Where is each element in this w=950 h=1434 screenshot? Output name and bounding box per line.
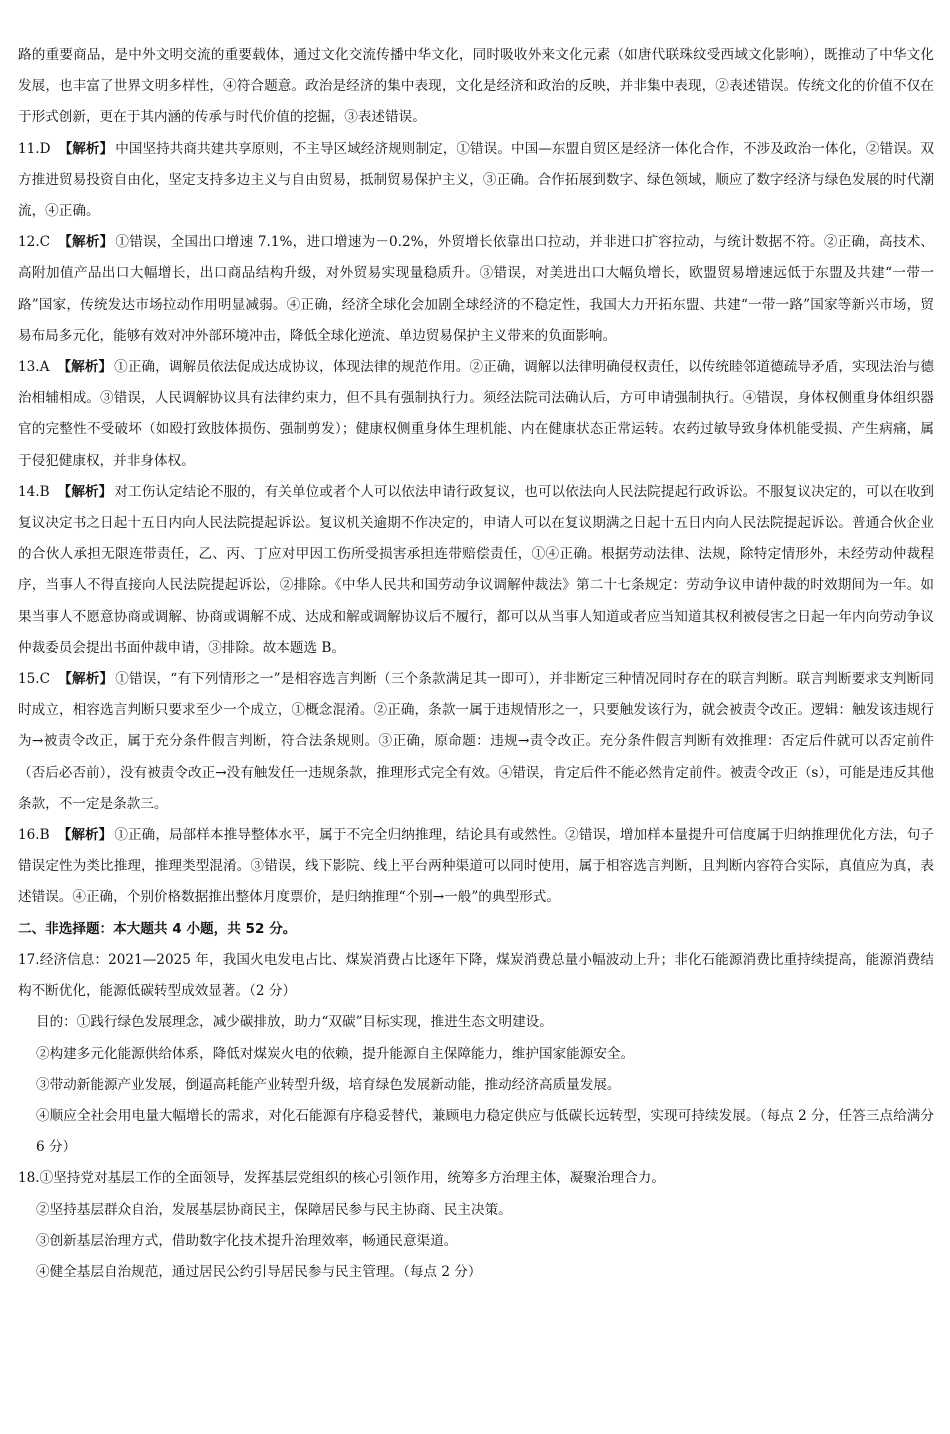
answer-item-11 (18, 134, 934, 228)
analysis-text: 对工伤认定结论不服的，有关单位或者个人可以依法申请行政复议，也可以依法向人民法院提起行政诉讼。不服复议决定的，可以在收到复议决定书之日起十五日内向人民法院提起诉讼。复议机关逾期不作决定的，申请人可以在复议期满之日起十五日内向人民法院提起诉讼。普通合伙企业的合伙人承担无限连带责任，乙、丙、丁应对甲因工伤所受损害承担连带赔偿责任，①④正确。根据劳动法律、法规，除特定情形外，未经劳动仲裁程序，当事人不得直接向人民法院提起诉讼，②排除。《中华人民共和国劳动争议调解仲裁法》第二十七条规定：劳动争议申请仲裁的时效期间为一年。如果当事人不愿意协商或调解、协商或调解不成、达成和解或调解协议后不履行，都可以从当事人知道或者应当知道其权利被侵害之日起一年内向劳动争议仲裁委员会提出书面仲裁申请，③排除。故本题选 B。 (18, 483, 934, 656)
q18-point-1: 18.①坚持党对基层工作的全面领导，发挥基层党组织的核心引领作用，统筹多方治理主体，凝聚治理合力。 (18, 1170, 665, 1187)
analysis-tag: 【解析】 (57, 827, 113, 844)
answer-item-14 (18, 477, 934, 664)
q18-point-4: ④健全基层自治规范，通过居民公约引导居民参与民主管理。（每点 2 分） (36, 1263, 482, 1280)
analysis-text: ①正确，局部样本推导整体水平，属于不完全归纳推理，结论具有或然性。②错误，增加样本量提升可信度属于归纳推理优化方法，句子错误定性为类比推理，推理类型混淆。③错误，线下影院、线上平台两种渠道可以同时使用，属于相容选言判断，且判断内容符合实际，真值应为真，表述错误。④正确，个别价格数据推出整体月度票价，是归纳推理“个别→一般”的典型形式。 (18, 827, 934, 906)
answer-number: 14.B (18, 483, 50, 500)
q17-economic-info: 17.经济信息：2021—2025 年，我国火电发电占比、煤炭消费占比逐年下降，煤炭消费总量小幅波动上升；非化石能源消费比重持续提高，能源消费结构不断优化，能源低碳转型成效显著。（2 分） (18, 951, 934, 1000)
analysis-text: 中国坚持共商共建共享原则，不主导区域经济规则制定，①错误。中国—东盟自贸区是经济一体化合作，不涉及政治一体化，②错误。双方推进贸易投资自由化，坚定支持多边主义与自由贸易，抵制贸易保护主义，③正确。合作拓展到数字、绿色领域，顺应了数字经济与绿色发展的时代潮流，④正确。 (18, 140, 935, 220)
q18-point-2: ②坚持基层群众自治，发展基层协商民主，保障居民参与民主协商、民主决策。 (36, 1201, 512, 1218)
continued-paragraph: 路的重要商品，是中外文明交流的重要载体，通过文化交流传播中华文化，同时吸收外来文化元素（如唐代联珠纹受西域文化影响），既推动了中华文化发展，也丰富了世界文明多样性，④符合题意。政治是经济的集中表现，文化是经济和政治的反映，并非集中表现，②表述错误。传统文化的价值不仅在于形式创新，更在于其内涵的传承与时代价值的挖掘，③表述错误。 (18, 47, 934, 126)
analysis-text: ①正确，调解员依法促成达成协议，体现法律的规范作用。②正确，调解以法律明确侵权责任，以传统睦邻道德疏导矛盾，实现法治与德治相辅相成。③错误，人民调解协议具有法律约束力，但不具有强制执行力。须经法院司法确认后，方可申请强制执行。④错误，身体权侧重身体组织器官的完整性不受破坏（如殴打致肢体损伤、强制剪发）；健康权侧重身体生理机能、内在健康状态正常运转。农药过敏导致身体机能受损、产生病痛，属于侵犯健康权，并非身体权。 (18, 359, 934, 469)
answer-number: 11.D (18, 140, 51, 157)
q17-purpose-1: 目的：①践行绿色发展理念，减少碳排放，助力“双碳”目标实现，推进生态文明建设。 (36, 1014, 553, 1031)
analysis-tag: 【解析】 (58, 140, 114, 157)
answer-number: 13.A (18, 359, 50, 376)
answer-number: 12.C (18, 234, 51, 251)
answer-item-16 (18, 820, 934, 914)
answer-item-13 (18, 352, 934, 477)
answer-number: 15.C (18, 671, 51, 688)
analysis-tag: 【解析】 (58, 671, 114, 688)
q17-purpose-2: ②构建多元化能源供给体系，降低对煤炭火电的依赖，提升能源自主保障能力，维护国家能源安全。 (36, 1045, 635, 1062)
analysis-tag: 【解析】 (58, 234, 114, 251)
answer-item-15 (18, 664, 934, 820)
answer-number: 16.B (18, 827, 50, 844)
answer-item-12 (18, 227, 934, 352)
analysis-text: ①错误，全国出口增速 7.1%，进口增速为－0.2%，外贸增长依靠出口拉动，并非进口扩容拉动，与统计数据不符。②正确，高技术、高附加值产品出口大幅增长，出口商品结构升级，对外贸易实现量稳质升。③错误，对美进出口大幅负增长，欧盟贸易增速远低于东盟及共建“一带一路”国家，传统发达市场拉动作用明显减弱。④正确，经济全球化会加剧全球经济的不稳定性，我国大力开拓东盟、共建“一带一路”国家等新兴市场，贸易布局多元化，能够有效对冲外部环境冲击，降低全球化逆流、单边贸易保护主义带来的负面影响。 (18, 234, 935, 344)
answer-page (18, 40, 934, 1288)
analysis-tag: 【解析】 (57, 359, 113, 376)
q18-point-3: ③创新基层治理方式，借助数字化技术提升治理效率，畅通民意渠道。 (36, 1232, 458, 1249)
q17-purpose-3: ③带动新能源产业发展，倒逼高耗能产业转型升级，培育绿色发展新动能，推动经济高质量发展。 (36, 1076, 621, 1093)
section-heading: 二、非选择题：本大题共 4 小题，共 52 分。 (18, 920, 297, 937)
analysis-tag: 【解析】 (57, 483, 113, 500)
analysis-text: ①错误，“有下列情形之一”是相容选言判断（三个条款满足其一即可），并非断定三种情况同时存在的联言判断。联言判断要求支判断同时成立，相容选言判断只要求至少一个成立，①概念混淆。②正确，条款一属于违规情形之一，只要触发该行为，就会被责令改正。逻辑：触发该违规行为→被责令改正，属于充分条件假言判断，符合法条规则。③正确，原命题：违规→责令改正。充分条件假言判断有效推理：否定后件就可以否定前件（否后必否前），没有被责令改正→没有触发任一违规条款，推理形式完全有效。④错误，肯定后件不能必然肯定前件。被责令改正（s），可能是违反其他条款，不一定是条款三。 (18, 671, 934, 812)
q17-purpose-4: ④顺应全社会用电量大幅增长的需求，对化石能源有序稳妥替代，兼顾电力稳定供应与低碳长远转型，实现可持续发展。（每点 2 分，任答三点给满分 6 分） (36, 1107, 934, 1156)
